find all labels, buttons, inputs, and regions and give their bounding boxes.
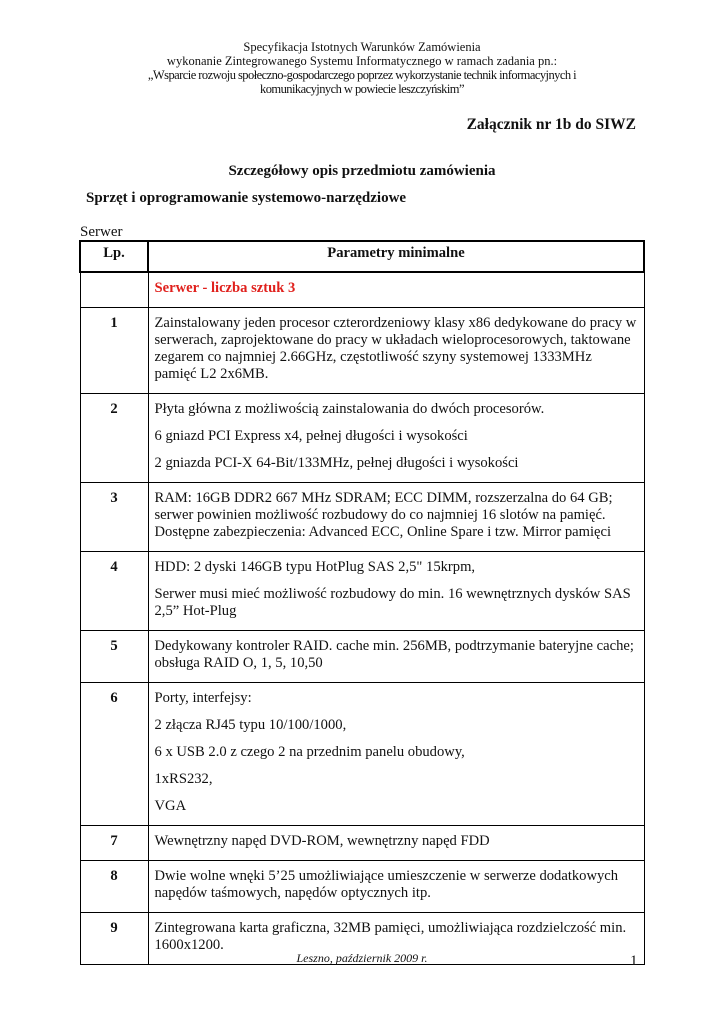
row-paragraph: Wewnętrzny napęd DVD-ROM, wewnętrzny napęd FDD bbox=[154, 833, 490, 849]
section-label: Serwer bbox=[80, 224, 123, 240]
row-paragraph: Serwer musi mieć możliwość rozbudowy do min. 16 wewnętrznych dysków SAS 2,5” Hot-Plug bbox=[154, 586, 631, 619]
row-description bbox=[148, 683, 644, 826]
row-paragraph: Porty, interfejsy: bbox=[154, 690, 252, 706]
row-description bbox=[148, 552, 644, 631]
row-number: 1 bbox=[80, 308, 148, 394]
table-row bbox=[80, 861, 644, 913]
table-row bbox=[80, 483, 644, 552]
row-paragraph: Płyta główna z możliwością zainstalowania do dwóch procesorów. bbox=[154, 401, 545, 417]
row-paragraph: 2 gniazda PCI-X 64-Bit/133MHz, pełnej długości i wysokości bbox=[154, 455, 519, 471]
row-paragraph: VGA bbox=[154, 798, 187, 814]
row-number: 7 bbox=[80, 826, 148, 861]
group-row bbox=[80, 272, 644, 308]
group-label-cell bbox=[148, 272, 644, 308]
row-number: 8 bbox=[80, 861, 148, 913]
row-paragraph: RAM: 16GB DDR2 667 MHz SDRAM; ECC DIMM, rozszerzalna do 64 GB; serwer powinien możliwość rozbudowy do co najmniej 16 slotów na pamięć. Dostępne zabezpieczenia: Advanced ECC, Online Spare i tzw. Mirror pamięci bbox=[154, 490, 613, 540]
header-line-4: komunikacyjnych w powiecie leszczyńskim” bbox=[260, 82, 464, 96]
spec-table bbox=[79, 240, 645, 965]
row-paragraph: 6 x USB 2.0 z czego 2 na przednim panelu obudowy, bbox=[154, 744, 465, 760]
row-paragraph: 2 złącza RJ45 typu 10/100/1000, bbox=[154, 717, 347, 733]
row-description bbox=[148, 861, 644, 913]
row-description bbox=[148, 826, 644, 861]
row-paragraph: 1xRS232, bbox=[154, 771, 213, 787]
row-number: 3 bbox=[80, 483, 148, 552]
header-line-3: „Wsparcie rozwoju społeczno-gospodarczego poprzez wykorzystanie technik informacyjnych i bbox=[147, 68, 577, 82]
document-subtitle: Sprzęt i oprogramowanie systemowo-narzędziowe bbox=[86, 190, 407, 206]
row-paragraph: HDD: 2 dyski 146GB typu HotPlug SAS 2,5" 15krpm, bbox=[154, 559, 476, 575]
document-header bbox=[0, 40, 724, 96]
table-row bbox=[80, 826, 644, 861]
row-paragraph: Zainstalowany jeden procesor czterordzeniowy klasy x86 dedykowane do pracy w serwerach, zaprojektowane do pracy w układach wieloprocesorowych, taktowane zegarem co najmniej 2.66GHz, częstotliwość szyny systemowej 1333MHz pamięć L2 2x6MB. bbox=[154, 315, 637, 382]
group-num-cell bbox=[80, 272, 148, 308]
table-row bbox=[80, 683, 644, 826]
row-description bbox=[148, 394, 644, 483]
row-number: 4 bbox=[80, 552, 148, 631]
row-number: 5 bbox=[80, 631, 148, 683]
row-description bbox=[148, 483, 644, 552]
annex-label: Załącznik nr 1b do SIWZ bbox=[466, 116, 636, 133]
footer-text: Leszno, październik 2009 r. bbox=[296, 951, 428, 965]
row-number: 6 bbox=[80, 683, 148, 826]
row-number: 2 bbox=[80, 394, 148, 483]
table-row bbox=[80, 631, 644, 683]
row-paragraph: Dwie wolne wnęki 5’25 umożliwiające umieszczenie w serwerze dodatkowych napędów taśmowych, napędów optycznych itp. bbox=[154, 868, 619, 901]
document-title: Szczegółowy opis przedmiotu zamówienia bbox=[228, 163, 496, 179]
column-header-params: Parametry minimalne bbox=[148, 241, 644, 272]
header-line-1: Specyfikacja Istotnych Warunków Zamówienia bbox=[243, 40, 481, 54]
table-header-row bbox=[80, 241, 644, 272]
row-description bbox=[148, 631, 644, 683]
group-label: Serwer - liczba sztuk 3 bbox=[154, 280, 296, 296]
table-row bbox=[80, 394, 644, 483]
table-row bbox=[80, 552, 644, 631]
row-paragraph: Dedykowany kontroler RAID. cache min. 256MB, podtrzymanie bateryjne cache; obsługa RAID O, 1, 5, 10,50 bbox=[154, 638, 634, 671]
row-description bbox=[148, 308, 644, 394]
header-line-2: wykonanie Zintegrowanego Systemu Informatycznego w ramach zadania pn.: bbox=[166, 54, 558, 68]
column-header-lp: Lp. bbox=[80, 241, 148, 272]
row-paragraph: Zintegrowana karta graficzna, 32MB pamięci, umożliwiająca rozdzielczość min. 1600x1200. bbox=[154, 920, 627, 953]
row-paragraph: 6 gniazd PCI Express x4, pełnej długości i wysokości bbox=[154, 428, 468, 444]
row-number: 9 bbox=[80, 913, 148, 965]
page-number: 1 bbox=[630, 953, 638, 969]
table-row bbox=[80, 308, 644, 394]
